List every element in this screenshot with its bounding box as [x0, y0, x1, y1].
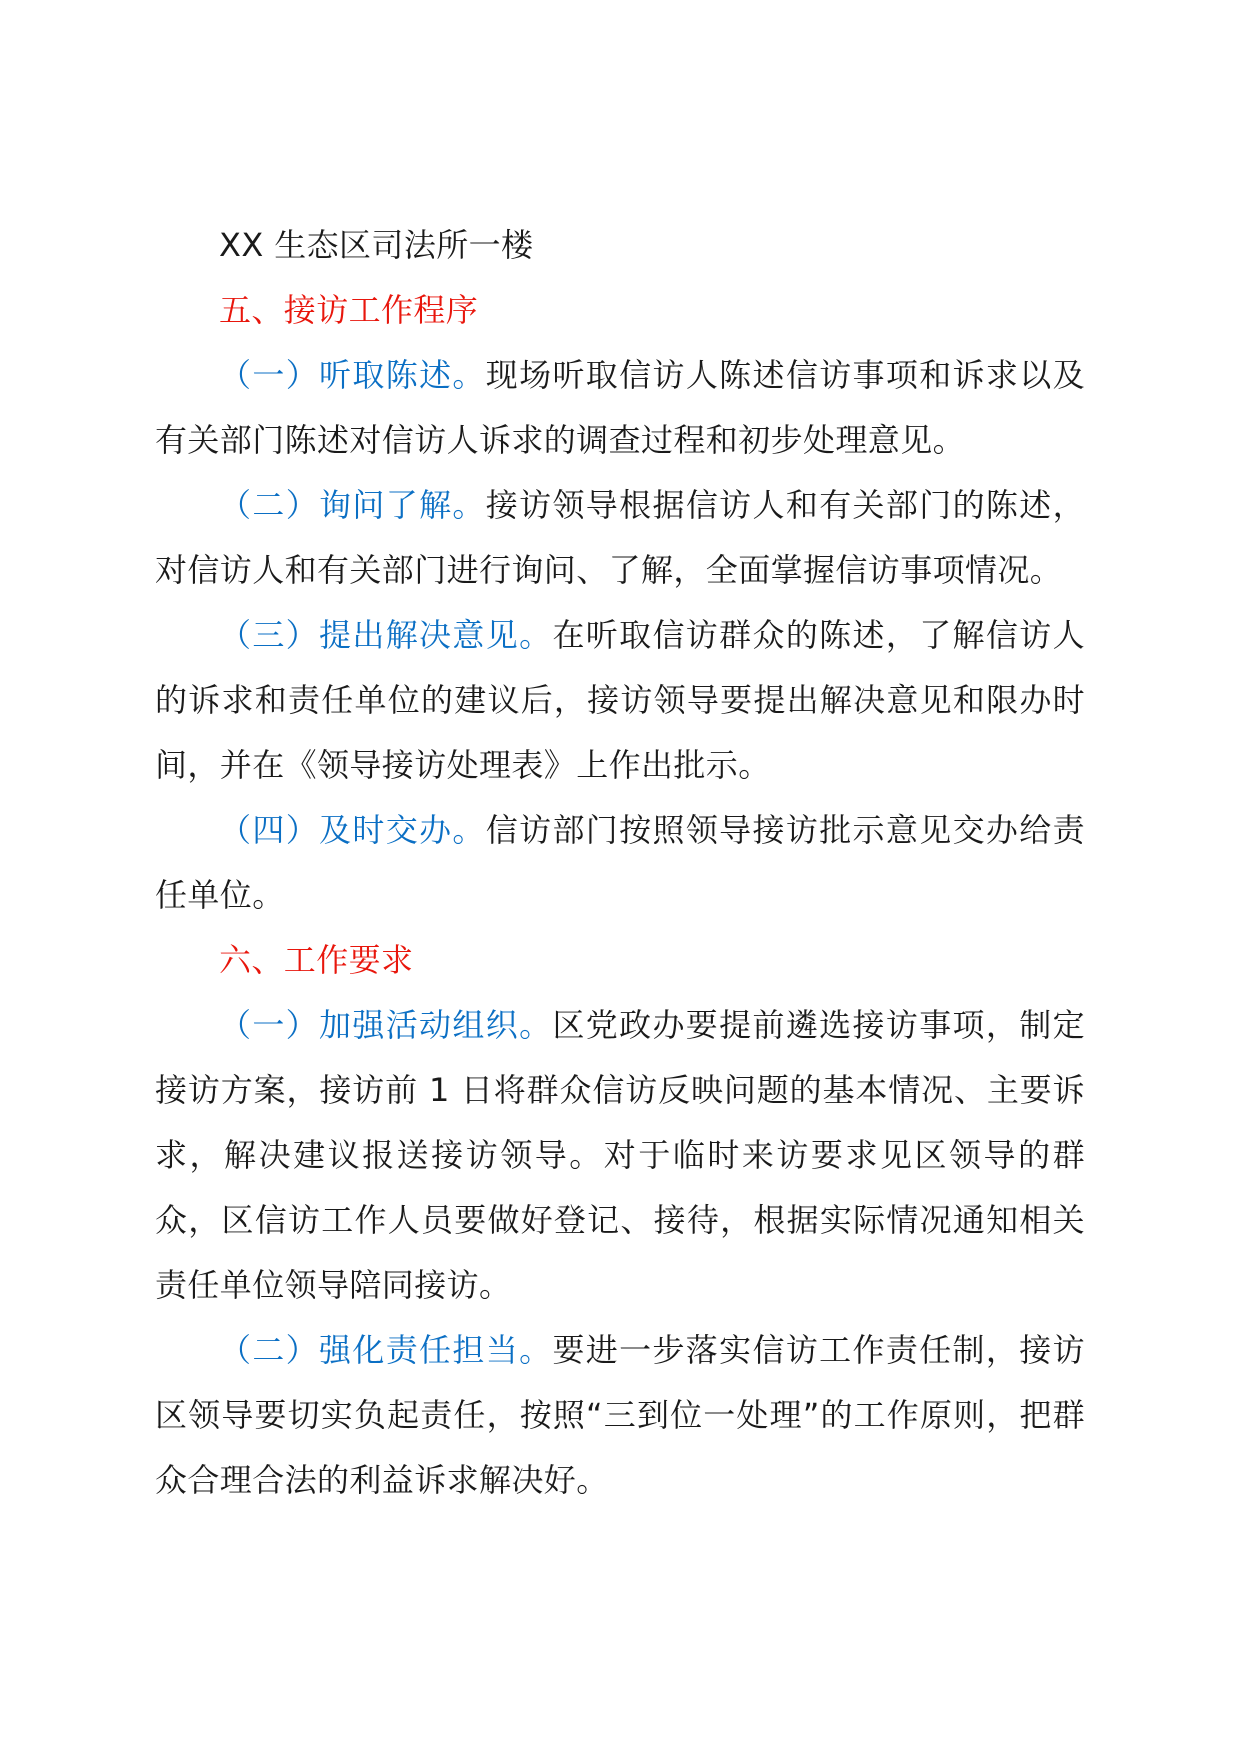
paragraph-5-2	[155, 473, 1085, 603]
paragraph-body: 信访部门按照领导接访批示意见交办给责任单位。	[155, 811, 1086, 914]
paragraph-body: 要进一步落实信访工作责任制，接访区领导要切实负起责任，按照“三到位一处理”的工作原则，把群众合理合法的利益诉求解决好。	[155, 1331, 1085, 1499]
address-line: XX 生态区司法所一楼	[219, 226, 534, 264]
paragraph-lead: （一）加强活动组织。	[219, 1006, 553, 1044]
paragraph-lead: （三）提出解决意见。	[219, 616, 553, 654]
paragraph-6-2	[155, 1318, 1085, 1513]
paragraph-lead: （四）及时交办。	[219, 811, 486, 849]
paragraph-lead: （二）询问了解。	[219, 486, 486, 524]
paragraph-5-4	[155, 798, 1085, 928]
paragraph-lead: （二）强化责任担当。	[219, 1331, 553, 1369]
paragraph-6-1	[155, 993, 1085, 1318]
paragraph-body: 区党政办要提前遴选接访事项，制定接访方案，接访前 1 日将群众信访反映问题的基本情况、主要诉求，解决建议报送接访领导。对于临时来访要求见区领导的群众，区信访工作人员要做好登记、接待，根据实际情况通知相关责任单位领导陪同接访。	[155, 1006, 1085, 1304]
paragraph-lead: （一）听取陈述。	[219, 356, 486, 394]
paragraph-5-3	[155, 603, 1085, 798]
section-heading-6: 六、工作要求	[219, 941, 414, 979]
paragraph-5-1	[155, 343, 1085, 473]
paragraph-body: 现场听取信访人陈述信访事项和诉求以及有关部门陈述对信访人诉求的调查过程和初步处理意见。	[155, 356, 1086, 459]
document-page	[155, 213, 1085, 1513]
section-heading-5: 五、接访工作程序	[219, 291, 479, 329]
paragraph-body: 接访领导根据信访人和有关部门的陈述，对信访人和有关部门进行询问、了解，全面掌握信访事项情况。	[155, 486, 1086, 589]
paragraph-body: 在听取信访群众的陈述，了解信访人的诉求和责任单位的建议后，接访领导要提出解决意见和限办时间，并在《领导接访处理表》上作出批示。	[155, 616, 1085, 784]
